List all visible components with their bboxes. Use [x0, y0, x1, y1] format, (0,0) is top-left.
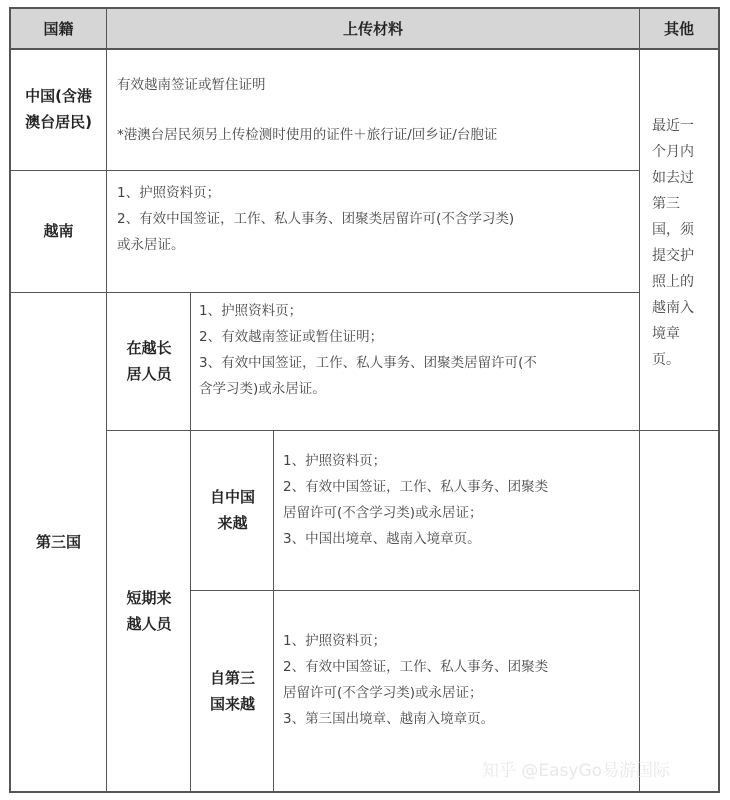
vietnam-line-2: 2、有效中国签证，工作、私人事务、团聚类居留许可(不含学习类) [117, 211, 515, 227]
long-term-label-line-2: 居人员 [126, 365, 172, 383]
china-line-1: 有效越南签证或暂住证明 [117, 77, 266, 93]
short-term-label [107, 430, 191, 792]
from-china-label [191, 430, 274, 590]
china-line-2: *港澳台居民须另上传检测时使用的证件＋旅行证/回乡证/台胞证 [117, 127, 498, 143]
china-materials [117, 72, 497, 148]
from-china-line-3: 居留许可(不含学习类)或永居证； [283, 505, 483, 521]
col-rule-2 [639, 7, 640, 793]
header-other: 其他 [639, 8, 719, 48]
header-nationality: 国籍 [10, 8, 107, 48]
border-bottom [9, 791, 720, 793]
header-rule [9, 48, 720, 50]
vietnam-materials [117, 180, 514, 258]
from-third-line-3: 居留许可(不含学习类)或永居证； [283, 685, 483, 701]
from-china-line-4: 3、中国出境章、越南入境章页。 [283, 531, 481, 547]
china-label-line-1: 中国(含港 [25, 87, 92, 105]
third-country-label: 第三国 [35, 533, 81, 551]
vietnam-line-1: 1、护照资料页； [117, 185, 221, 201]
from-china-label-line-1: 自中国 [209, 488, 255, 506]
header-materials: 上传材料 [107, 8, 639, 48]
from-third-materials [283, 628, 548, 732]
short-term-label-line-2: 越人员 [126, 615, 172, 633]
from-china-materials [283, 448, 548, 552]
from-china-label-line-2: 来越 [217, 514, 248, 532]
col-rule-4 [273, 430, 274, 793]
from-third-line-4: 3、第三国出境章、越南入境章页。 [283, 711, 495, 727]
from-china-line-2: 2、有效中国签证，工作、私人事务、团聚类 [283, 479, 549, 495]
from-third-label-line-1: 自第三 [209, 669, 255, 687]
china-label [10, 48, 107, 170]
long-term-materials [199, 298, 537, 402]
short-term-label-line-1: 短期来 [126, 589, 172, 607]
col-rule-1 [106, 7, 107, 793]
from-third-label-line-2: 国来越 [209, 695, 255, 713]
rule-after-vietnam [9, 292, 640, 293]
rule-between-short-term [191, 590, 640, 591]
long-term-label-line-1: 在越长 [126, 339, 172, 357]
long-term-line-2: 2、有效越南签证或暂住证明； [199, 329, 384, 345]
border-left [9, 7, 11, 793]
col-rule-3 [190, 292, 191, 793]
from-third-label [191, 590, 274, 792]
border-right [718, 7, 720, 793]
long-term-label [107, 292, 191, 430]
from-third-line-1: 1、护照资料页； [283, 633, 387, 649]
vietnam-label: 越南 [43, 222, 74, 240]
watermark: 知乎 @EasyGo易游国际 [482, 761, 671, 781]
vietnam-line-3: 或永居证。 [117, 237, 185, 253]
other-note: 最近一个月内如去过第三国，须提交护照上的越南入境章页。 [652, 118, 694, 368]
border-top [9, 7, 720, 9]
rule-after-china [9, 170, 640, 171]
long-term-line-3: 3、有效中国签证，工作、私人事务、团聚类居留许可(不 [199, 355, 537, 371]
china-label-line-2: 澳台居民) [25, 113, 92, 131]
from-china-line-1: 1、护照资料页； [283, 453, 387, 469]
from-third-line-2: 2、有效中国签证，工作、私人事务、团聚类 [283, 659, 549, 675]
long-term-line-4: 含学习类)或永居证。 [199, 381, 326, 397]
long-term-line-1: 1、护照资料页； [199, 303, 303, 319]
rule-after-long-term [107, 430, 720, 431]
